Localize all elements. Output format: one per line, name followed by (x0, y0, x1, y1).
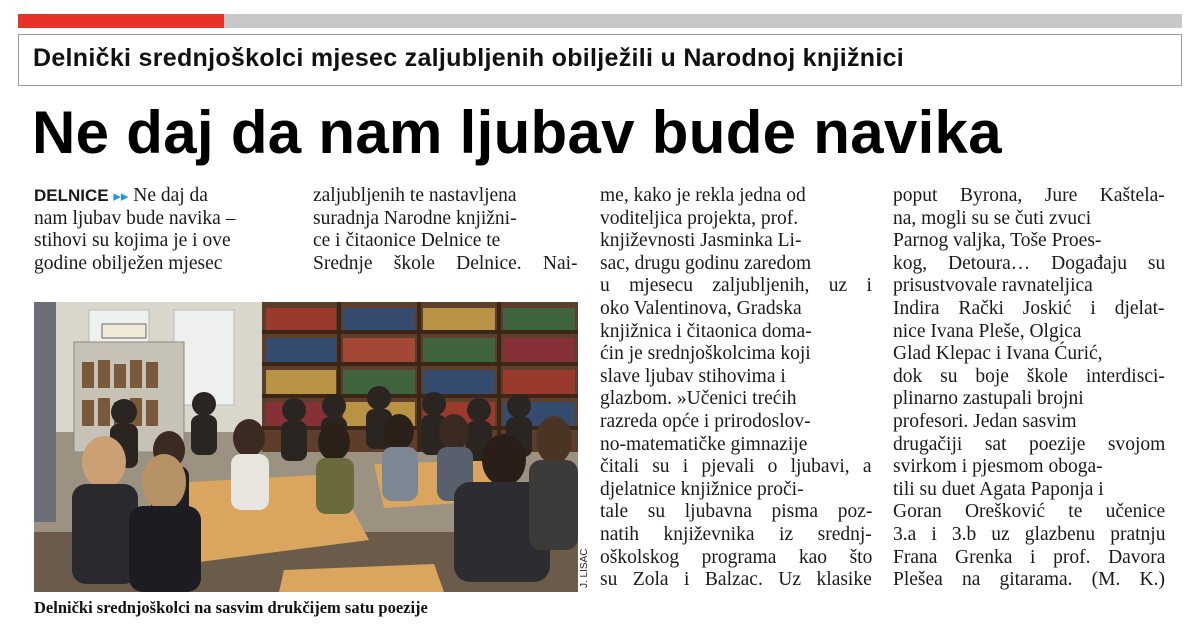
text-line: tale su ljubavna pisma poz- (600, 501, 873, 523)
text-line: su Zola i Balzac. Uz klasike (600, 569, 872, 591)
text-line: zaljubljenih te nastavljena (313, 185, 517, 206)
text-line: suradnja Narodne knjižni- (313, 207, 517, 229)
text-line: nam ljubav bude navika – (34, 207, 236, 229)
article-column-3 (600, 185, 872, 592)
kicker-box (18, 34, 1182, 86)
article-column-1 (34, 185, 292, 275)
text-line: knjižnica i čitaonica doma- (600, 320, 812, 342)
text-line: djelatnice knjižnice proči- (600, 478, 804, 500)
section-color-bar (18, 14, 1182, 28)
double-chevron-right-icon: ▸▸ (108, 187, 134, 205)
article-photo (34, 302, 578, 592)
text-line: no-matematičke gimnazije (600, 433, 808, 455)
text-line: ćin je srednjoškolcima koji (600, 343, 811, 365)
text-line: drugačiji sat poezije svojom (893, 433, 1166, 455)
dateline: DELNICE (34, 186, 109, 205)
text-line: dok su boje škole interdisci- (893, 365, 1165, 387)
text-line: čitali su i pjevali o ljubavi, a (600, 456, 872, 478)
text-line: me, kako je rekla jedna od (600, 185, 806, 206)
text-line: nice Ivana Pleše, Olgica (893, 320, 1082, 342)
text-line: profesori. Jedan sasvim (893, 410, 1077, 432)
text-line: kog, Detoura… Događaju su (893, 252, 1166, 274)
text-line: Glad Klepac i Ivana Ćurić, (893, 343, 1103, 365)
article-column-2 (313, 185, 578, 275)
text-line: natih književnika iz srednj- (600, 523, 872, 545)
text-line: godine obilježen mjesec (34, 252, 223, 274)
text-line: glazbom. »Učenici trećih (600, 388, 797, 410)
text-line: 3.a i 3.b uz glazbenu pratnju (893, 523, 1166, 545)
photo-credit: J. LISAC (579, 548, 590, 588)
section-accent-bar (18, 14, 224, 28)
text-line: Goran Orešković te učenice (893, 501, 1166, 523)
text-line: sac, drugu godinu zaredom (600, 252, 812, 274)
text-line: razreda opće i prirodoslov- (600, 410, 811, 432)
text-line: književnosti Jasminka Li- (600, 230, 802, 252)
text-line-content: Ne daj da (133, 185, 208, 206)
text-line: Frana Grenka i prof. Davora (893, 546, 1166, 568)
text-line: ce i čitaonice Delnice te (313, 230, 501, 252)
text-line: oškolskog programa kao što (600, 546, 873, 568)
headline: Ne daj da nam ljubav bude navika (32, 99, 1002, 166)
text-line: svirkom i pjesmom oboga- (893, 456, 1103, 478)
text-line: plinarno zastupali brojni (893, 388, 1084, 410)
text-line: u mjesecu zaljubljenih, uz i (600, 275, 872, 297)
text-line: prisustvovale ravnateljica (893, 275, 1093, 297)
text-line: poput Byrona, Jure Kaštela- (893, 185, 1165, 206)
text-line: stihovi su kojima je i ove (34, 230, 231, 252)
article-column-4 (893, 185, 1165, 592)
photo-caption: Delnički srednjoškolci na sasvim drukčijem satu poezije (34, 598, 428, 617)
text-line (34, 185, 292, 208)
text-line: voditeljica projekta, prof. (600, 207, 799, 229)
text-line: oko Valentinova, Gradska (600, 297, 802, 319)
text-line: slave ljubav stihovima i (600, 365, 786, 387)
kicker: Delnički srednjoškolci mjesec zaljubljenih obilježili u Narodnoj knjižnici (33, 44, 905, 72)
text-line: na, mogli su se čuti zvuci (893, 207, 1092, 229)
text-line: Srednje škole Delnice. Nai- (313, 252, 578, 274)
text-line: Indira Rački Joskić i djelat- (893, 297, 1165, 319)
text-line: tili su duet Agata Paponja i (893, 478, 1104, 500)
text-line: Parnog valjka, Toše Proes- (893, 230, 1102, 252)
photo-illustration (34, 302, 578, 592)
text-line: Plešea na gitarama. (M. K.) (893, 569, 1165, 591)
